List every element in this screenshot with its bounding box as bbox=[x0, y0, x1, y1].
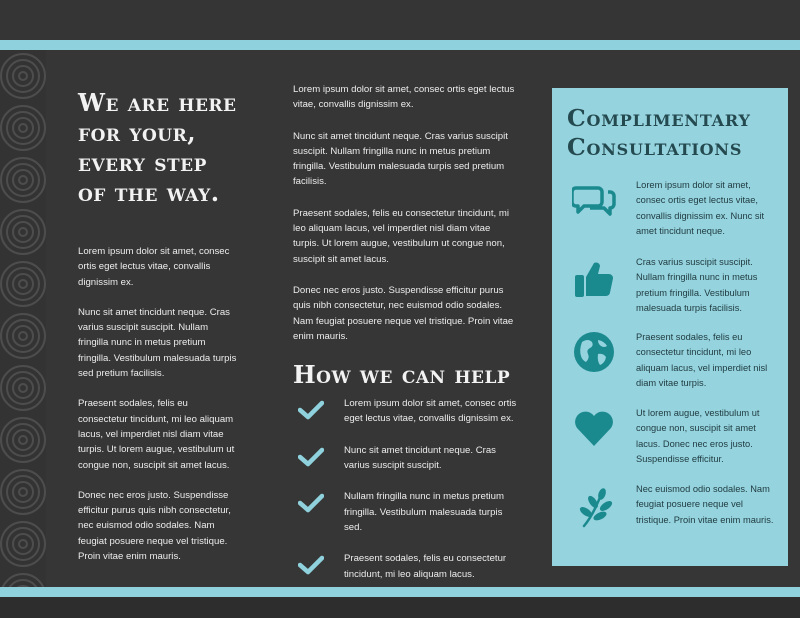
leaf-sprig-icon bbox=[572, 486, 616, 530]
consultation-item-text: Cras varius suscipit suscipit. Nullam fringilla nunc in metus pretium fringilla. Vestibulum malesuada turpis facilisis. bbox=[636, 257, 758, 313]
headline-line: We are here bbox=[78, 88, 237, 117]
help-item-text: Nullam fringilla nunc in metus pretium fringilla. Vestibulum malesuada turpis sed. bbox=[344, 491, 504, 533]
speech-bubbles-icon bbox=[572, 180, 616, 224]
consultation-item-text: Ut lorem augue, vestibulum ut congue non, suscipit sit amet lacus. Donec nec eros justo. Suspendisse efficitur. bbox=[636, 408, 760, 464]
help-item-text: Praesent sodales, felis eu consectetur tincidunt, mi leo aliquam lacus. bbox=[344, 553, 507, 580]
checkmark-icon bbox=[298, 447, 324, 467]
left-paragraph: Praesent sodales, felis eu consectetur tincidunt, mi leo aliquam lacus, vel imperdiet nisl diam vitae turpis. Ut lorem augue, vestibulum ut congue non, suscipit sit amet lacus. bbox=[78, 398, 235, 471]
bottom-dark-band bbox=[0, 597, 800, 618]
middle-column bbox=[293, 82, 519, 598]
headline-line: of the way. bbox=[78, 178, 220, 207]
consultation-item-text: Lorem ipsum dolor sit amet, consec ortis eget lectus vitae, convallis dignissim ex. Nunc sit amet tincidunt neque. bbox=[636, 180, 765, 236]
help-list-item bbox=[293, 396, 519, 427]
thumbs-up-icon bbox=[572, 257, 616, 301]
consultations-headline bbox=[567, 104, 787, 162]
left-headline bbox=[78, 88, 238, 208]
middle-paragraph: Nunc sit amet tincidunt neque. Cras varius suscipit suscipit. Nullam fringilla nunc in metus pretium fringilla. Vestibulum malesuada turpis sed pretium facilisis. bbox=[293, 130, 508, 188]
headline-line: Complimentary bbox=[567, 104, 751, 132]
middle-paragraph: Lorem ipsum dolor sit amet, consec ortis eget lectus vitae, convallis dignissim ex. bbox=[293, 84, 515, 111]
middle-paragraph: Praesent sodales, felis eu consectetur tincidunt, mi leo aliquam lacus, vel imperdiet nisl diam vitae turpis. Ut lorem augue, vestibulum ut congue non, suscipit sit amet lacus. bbox=[293, 207, 509, 265]
help-list-item bbox=[293, 489, 519, 535]
circle-pattern-graphic bbox=[0, 50, 46, 587]
left-paragraph: Donec nec eros justo. Suspendisse efficitur purus quis nibh consectetur, nec euismod odio sodales. Nam feugiat posuere neque vel tristique. Proin vitae enim mauris. bbox=[78, 489, 231, 563]
headline-line: for your, bbox=[78, 118, 197, 147]
checkmark-icon bbox=[298, 493, 324, 513]
help-list bbox=[293, 396, 519, 582]
top-accent-band bbox=[0, 40, 800, 50]
help-heading: How we can help bbox=[293, 360, 511, 390]
help-item-text: Nunc sit amet tincidunt neque. Cras varius suscipit suscipit. bbox=[344, 444, 496, 472]
help-list-item bbox=[293, 551, 519, 582]
left-paragraph: Lorem ipsum dolor sit amet, consec ortis eget lectus vitae, convallis dignissim ex. bbox=[78, 246, 230, 288]
left-column bbox=[78, 88, 238, 579]
consultations-panel bbox=[552, 88, 788, 566]
help-item-text: Lorem ipsum dolor sit amet, consec ortis eget lectus vitae, convallis dignissim ex. bbox=[344, 398, 517, 425]
heart-icon bbox=[572, 406, 616, 450]
top-dark-band bbox=[0, 0, 800, 40]
consultation-item-text: Praesent sodales, felis eu consectetur tincidunt, mi leo aliquam lacus, vel imperdiet nisl diam vitae turpis. bbox=[636, 332, 768, 388]
checkmark-icon bbox=[298, 555, 324, 575]
consultation-item-text: Nec euismod odio sodales. Nam feugiat posuere neque vel tristique. Proin vitae enim mauris. bbox=[636, 484, 774, 525]
globe-icon bbox=[572, 330, 616, 374]
headline-line: every step bbox=[78, 148, 207, 177]
help-list-item bbox=[293, 443, 519, 474]
middle-paragraph: Donec nec eros justo. Suspendisse efficitur purus quis nibh consectetur, nec euismod odio sodales. Nam feugiat posuere neque vel tristique. Proin vitae enim mauris. bbox=[293, 284, 514, 342]
headline-line: Consultations bbox=[567, 133, 743, 161]
left-paragraph: Nunc sit amet tincidunt neque. Cras varius suscipit suscipit. Nullam fringilla nunc in metus pretium fringilla. Vestibulum malesuada turpis sed pretium facilisis. bbox=[78, 306, 237, 380]
circle-pattern-strip bbox=[0, 50, 46, 587]
checkmark-icon bbox=[298, 400, 324, 420]
